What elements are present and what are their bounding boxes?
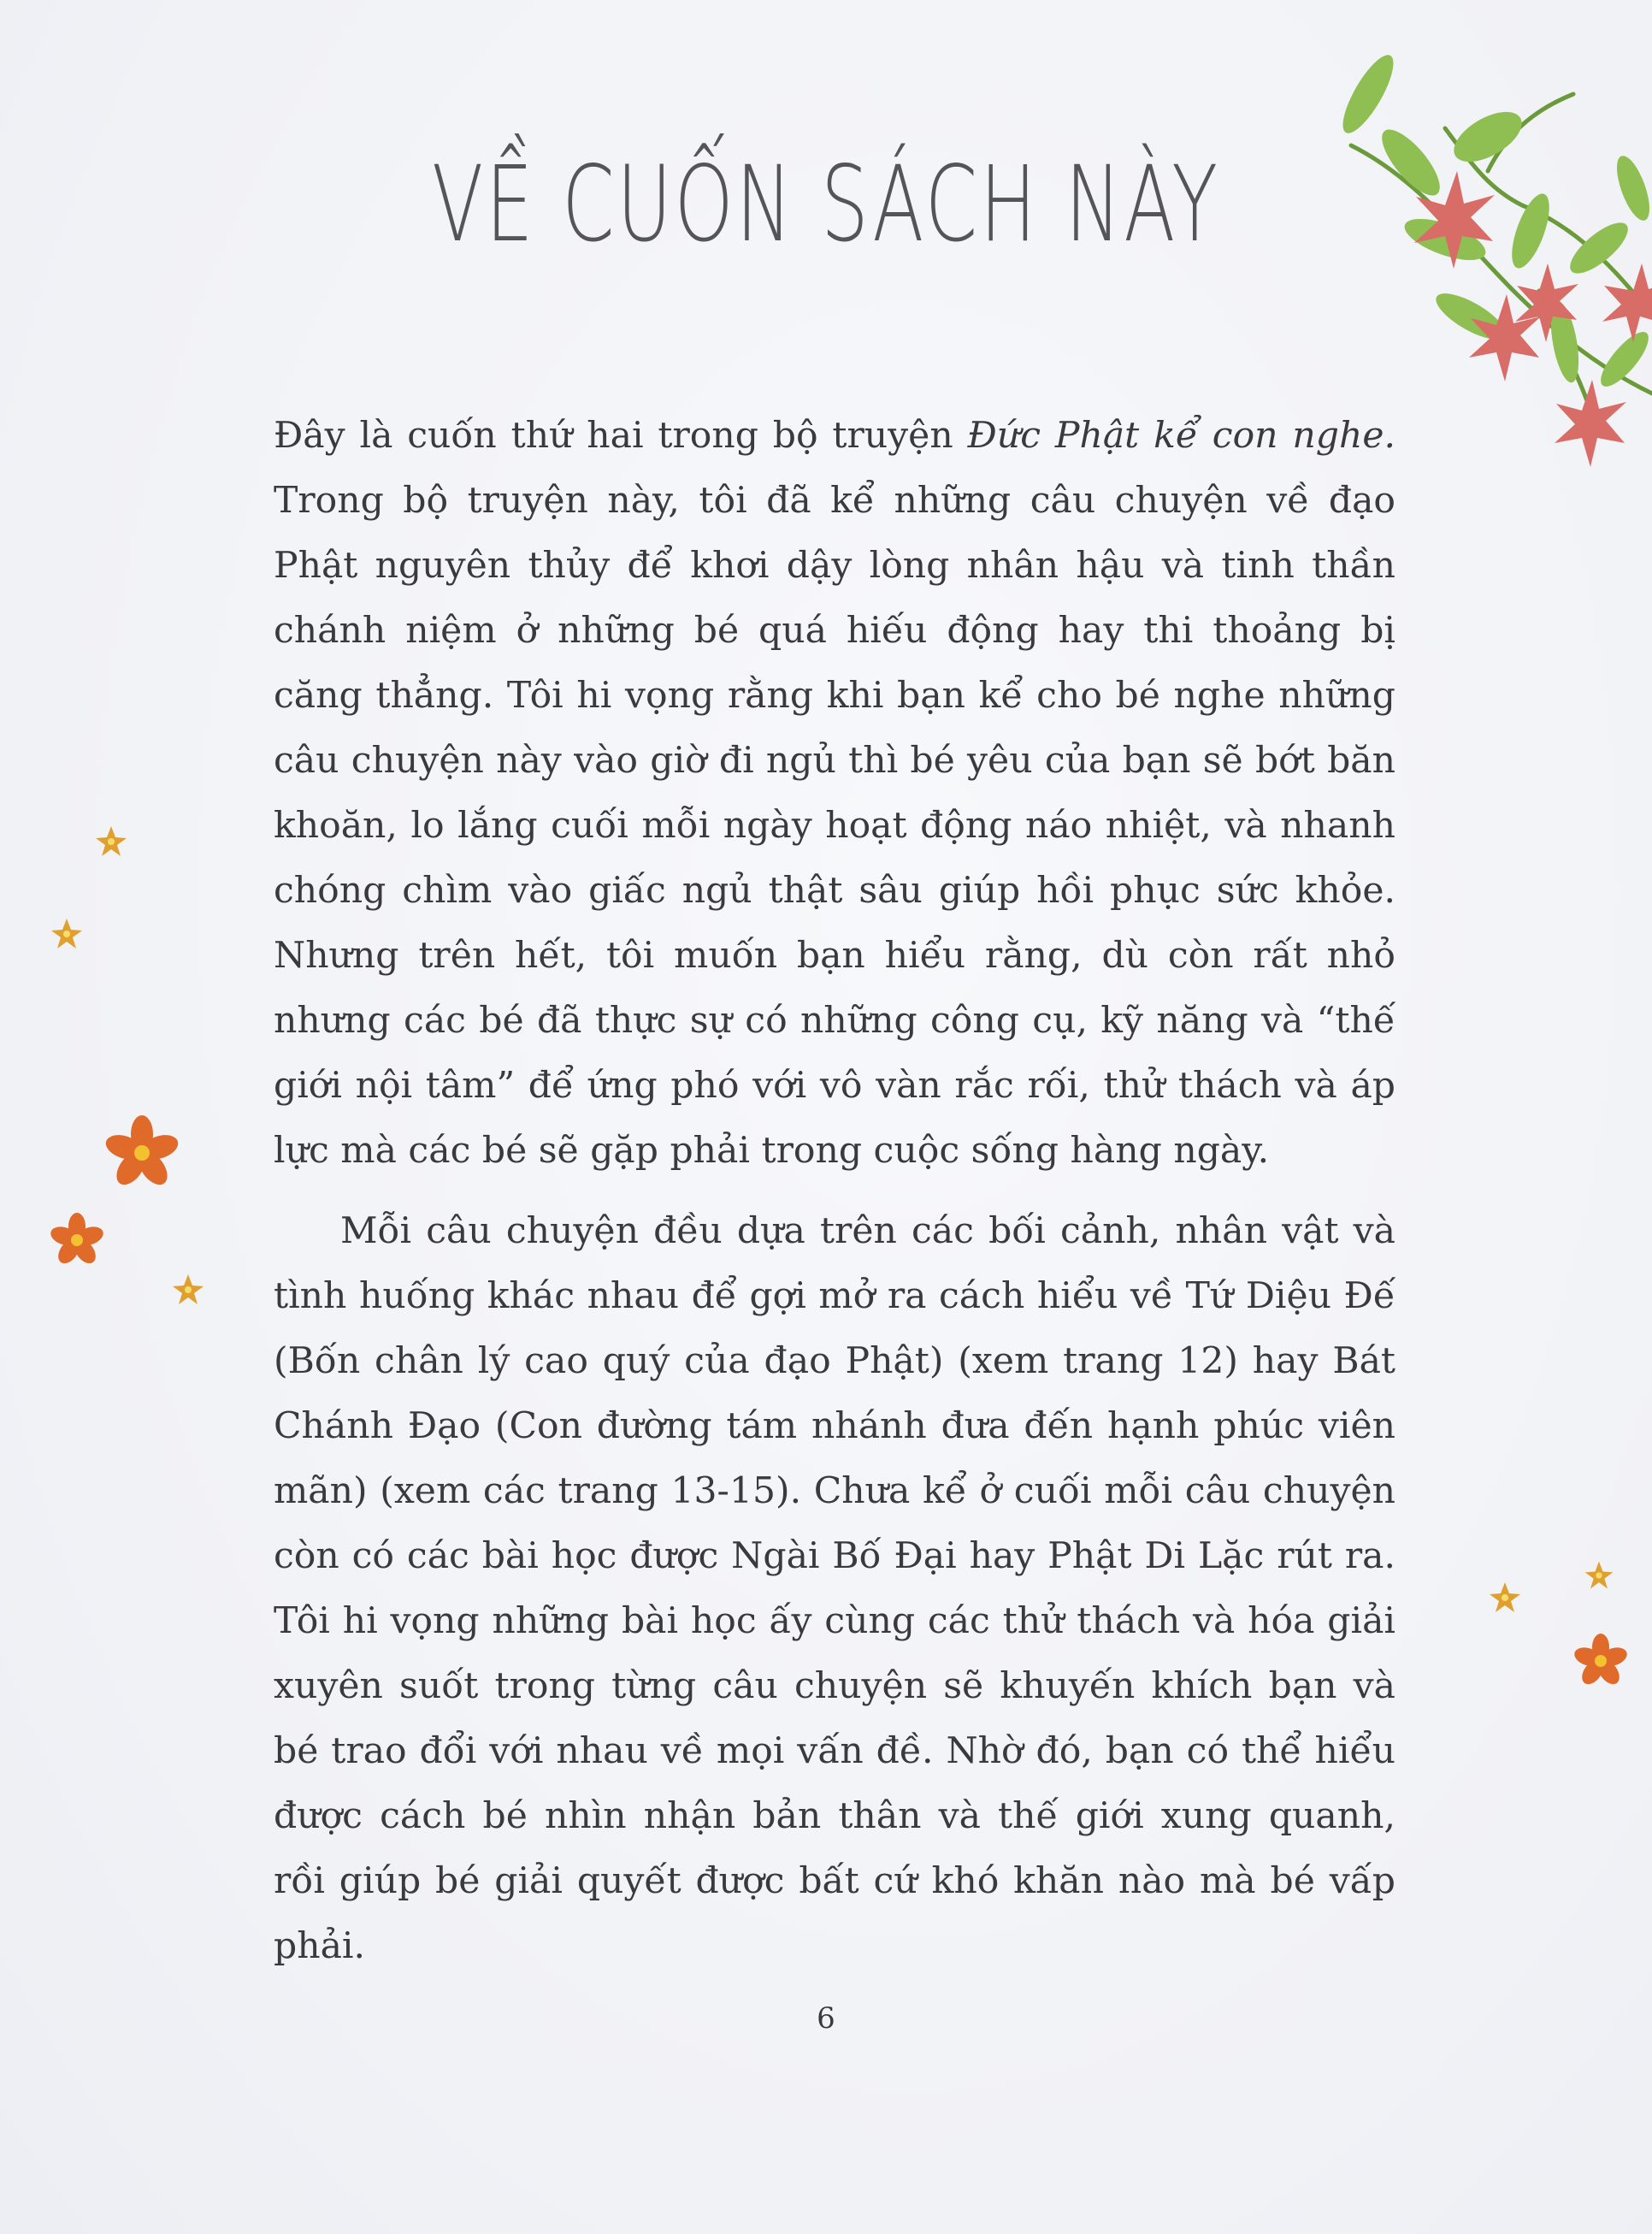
- small-flower-icon: [169, 1271, 207, 1309]
- small-flower-icon: [1486, 1579, 1524, 1616]
- series-title: Đức Phật kể con nghe.: [967, 415, 1395, 457]
- paragraph-1: [274, 404, 1395, 1184]
- flower-icon: [46, 1209, 108, 1271]
- small-flower-icon: [48, 915, 86, 953]
- flower-icon: [101, 1112, 183, 1194]
- paragraph-1-text: Đây là cuốn thứ hai trong bộ truyện: [274, 415, 968, 457]
- body-text: [274, 404, 1395, 1979]
- small-flower-icon: [92, 823, 130, 860]
- page-title: VỀ CUỐN SÁCH NÀY: [432, 144, 1220, 265]
- page-number: 6: [817, 2001, 835, 2036]
- small-flower-icon: [1582, 1558, 1616, 1593]
- paragraph-2: Mỗi câu chuyện đều dựa trên các bối cảnh, nhân vật và tình huống khác nhau để gợi mở ra cách hiểu về Tứ Diệu Đế (Bốn chân lý cao quý của đạo Phật) (xem trang 12) hay Bát Chánh Đạo (Con đường tám nhánh đưa đến hạnh phúc viên mãn) (xem các trang 13-15). Chưa kể ở cuối mỗi câu chuyện còn có các bài học được Ngài Bố Đại hay Phật Di Lặc rút ra. Tôi hi vọng những bài học ấy cùng các thử thách và hóa giải xuyên suốt trong từng câu chuyện sẽ khuyến khích bạn và bé trao đổi với nhau về mọi vấn đề. Nhờ đó, bạn có thể hiểu được cách bé nhìn nhận bản thân và thế giới xung quanh, rồi giúp bé giải quyết được bất cứ khó khăn nào mà bé vấp phải.: [274, 1210, 1395, 1967]
- flower-icon: [1570, 1630, 1631, 1692]
- paragraph-1-continuation: Trong bộ truyện này, tôi đã kể những câu chuyện về đạo Phật nguyên thủy để khơi dậy lòng nhân hậu và tinh thần chánh niệm ở những bé quá hiếu động hay thi thoảng bị căng thẳng. Tôi hi vọng rằng khi bạn kể cho bé nghe những câu chuyện này vào giờ đi ngủ thì bé yêu của bạn sẽ bớt băn khoăn, lo lắng cuối mỗi ngày hoạt động náo nhiệt, và nhanh chóng chìm vào giấc ngủ thật sâu giúp hồi phục sức khỏe. Nhưng trên hết, tôi muốn bạn hiểu rằng, dù còn rất nhỏ nhưng các bé đã thực sự có những công cụ, kỹ năng và “thế giới nội tâm” để ứng phó với vô vàn rắc rối, thử thách và áp lực mà các bé sẽ gặp phải trong cuộc sống hàng ngày.: [274, 480, 1395, 1172]
